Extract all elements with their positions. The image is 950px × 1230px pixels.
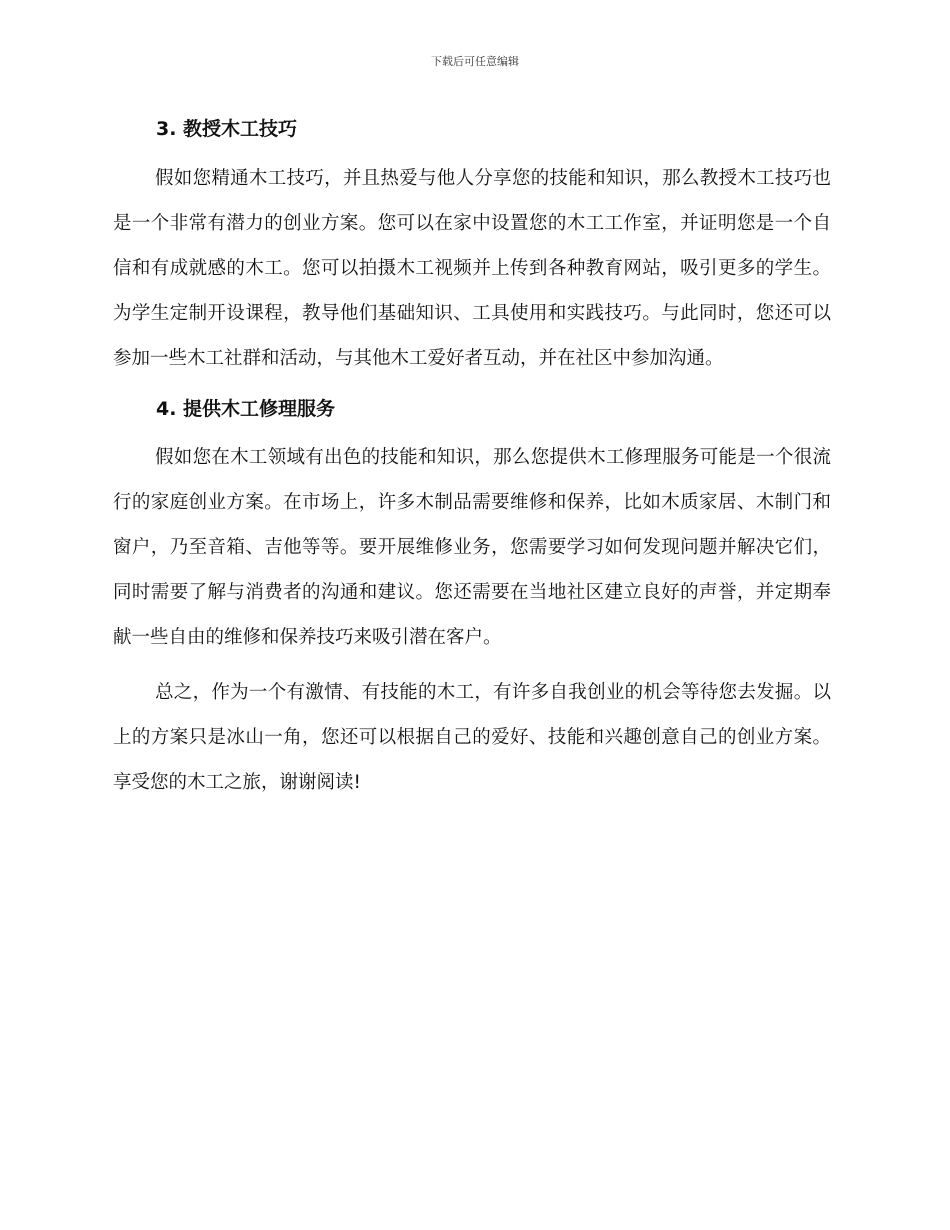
paragraph-teaching: 假如您精通木工技巧，并且热爱与他人分享您的技能和知识，那么教授木工技巧也是一个非常有潜力的创业方案。您可以在家中设置您的木工工作室，并证明您是一个自信和有成就感的木工。您可以拍摄木工视频并上传到各种教育网站，吸引更多的学生。为学生定制开设课程，教导他们基础知识、工具使用和实践技巧。与此同时，您还可以参加一些木工社群和活动，与其他木工爱好者互动，并在社区中参加沟通。 (113, 168, 831, 369)
paragraph-conclusion: 总之，作为一个有激情、有技能的木工，有许多自我创业的机会等待您去发掘。以上的方案只是冰山一角，您还可以根据自己的爱好、技能和兴趣创意自己的创业方案。享受您的木工之旅，谢谢阅读! (113, 682, 831, 793)
section-heading-repair: 4. 提供木工修理服务 (156, 398, 336, 420)
paragraph-repair: 假如您在木工领域有出色的技能和知识，那么您提供木工修理服务可能是一个很流行的家庭创业方案。在市场上，许多木制品需要维修和保养，比如木质家居、木制门和窗户，乃至音箱、吉他等等。要开展维修业务，您需要学习如何发现问题并解决它们，同时需要了解与消费者的沟通和建议。您还需要在当地社区建立良好的声誉，并定期奉献一些自由的维修和保养技巧来吸引潜在客户。 (113, 447, 831, 648)
section-heading-teaching: 3. 教授木工技巧 (156, 118, 298, 140)
document-body (113, 111, 831, 805)
page-header: 下载后可任意编辑 (431, 55, 519, 68)
